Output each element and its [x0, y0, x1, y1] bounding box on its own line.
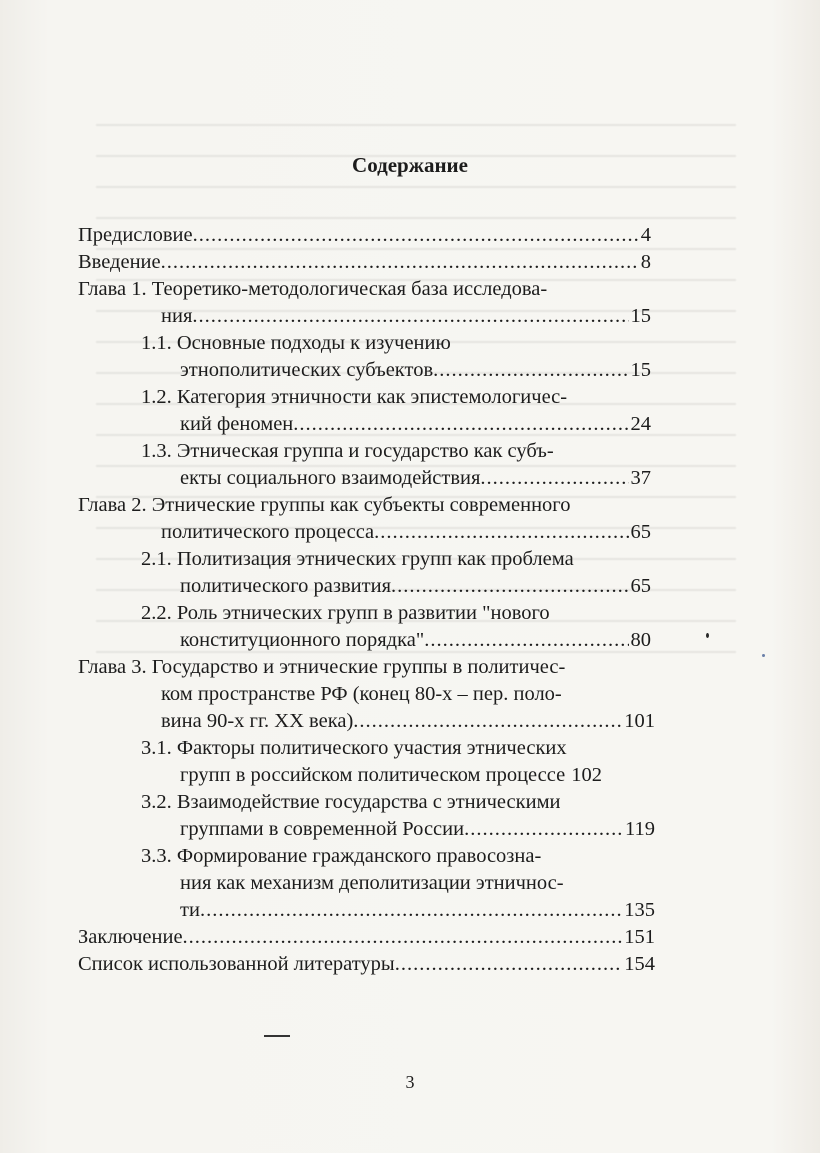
- toc-section-1-1: [180, 358, 651, 382]
- toc-section-1-1-line1: 1.1. Основные подходы к изучению: [141, 332, 451, 354]
- toc-entry-label: этнополитических субъектов: [180, 359, 434, 381]
- toc-chapter-3-line2: ком пространстве РФ (конец 80-х – пер. поло-: [161, 683, 562, 705]
- toc-entry-label: политического процесса: [161, 521, 375, 543]
- toc-entry-bibliography: [78, 952, 655, 976]
- dot-leader: [433, 358, 628, 382]
- toc-chapter-2: [161, 520, 651, 544]
- toc-section-1-2: [180, 412, 651, 436]
- toc-entry-label: Список использованной литературы: [78, 953, 395, 975]
- toc-section-1-2-line1: 1.2. Категория этничности как эпистемологичес-: [141, 386, 568, 408]
- toc-page-number: 15: [630, 359, 651, 381]
- dot-leader: [183, 925, 623, 949]
- toc-section-3-2: [180, 817, 655, 841]
- toc-page-number: 151: [624, 926, 655, 948]
- toc-entry-label: группами в современной России: [180, 818, 465, 840]
- toc-section-3-3-line2: ния как механизм деполитизации этничнос-: [180, 872, 564, 894]
- dot-leader: [192, 304, 628, 328]
- toc-entry-preface: [78, 223, 651, 247]
- dot-leader: [391, 574, 629, 598]
- dot-leader: [424, 628, 628, 652]
- page-title: Содержание: [352, 153, 468, 177]
- dot-leader: [353, 709, 622, 733]
- dot-leader: [161, 250, 639, 274]
- toc-entry-label: ния: [161, 305, 193, 327]
- toc-section-3-1-line1: 3.1. Факторы политического участия этнических: [141, 737, 567, 759]
- toc-chapter-3-line1: Глава 3. Государство и этнические группы в политичес-: [78, 656, 566, 678]
- toc-section-2-2-line1: 2.2. Роль этнических групп в развитии "нового: [141, 602, 550, 624]
- toc-section-1-3: [180, 466, 651, 490]
- toc-section-3-3: [180, 898, 655, 922]
- toc-entry-label: политического развития: [180, 575, 391, 597]
- toc-entry-label: Предисловие: [78, 224, 193, 246]
- dot-leader: [200, 898, 622, 922]
- toc-entry-label: Заключение: [78, 926, 183, 948]
- ink-speck: [762, 654, 765, 657]
- toc-section-3-2-line1: 3.2. Взаимодействие государства с этническими: [141, 791, 561, 813]
- dot-leader: [293, 412, 628, 436]
- separator-dash: [264, 1035, 290, 1037]
- dot-leader: [374, 520, 628, 544]
- toc-entry-intro: [78, 250, 651, 274]
- toc-page-number: 4: [640, 224, 651, 246]
- toc-section-1-3-line1: 1.3. Этническая группа и государство как субъ-: [141, 440, 554, 462]
- toc-page-number: 80: [630, 629, 651, 651]
- toc-entry-label: кий феномен: [180, 413, 294, 435]
- toc-page-number: 135: [624, 899, 655, 921]
- toc-entry-label: групп в российском политическом процессе: [180, 764, 566, 786]
- toc-entry-conclusion: [78, 925, 655, 949]
- page-number: 3: [405, 1072, 415, 1092]
- toc-section-2-2: [180, 628, 651, 652]
- toc-section-2-1: [180, 574, 651, 598]
- toc-entry-label: екты социального взаимодействия: [180, 467, 481, 489]
- toc-page-number: 154: [624, 953, 655, 975]
- toc-page-number: 15: [630, 305, 651, 327]
- toc-entry-label: ти: [180, 899, 200, 921]
- toc-page-number: 119: [625, 818, 655, 840]
- toc-page-number: 8: [640, 251, 651, 273]
- toc-page-number: 65: [630, 575, 651, 597]
- toc-entry-label: конституционного порядка": [180, 629, 425, 651]
- toc-page-number: 37: [630, 467, 651, 489]
- toc-chapter-2-line1: Глава 2. Этнические группы как субъекты современного: [78, 494, 571, 516]
- toc-page-number: 101: [624, 710, 655, 732]
- toc-chapter-1-line1: Глава 1. Теоретико-методологическая база исследова-: [78, 278, 548, 300]
- toc-section-3-3-line1: 3.3. Формирование гражданского правосозна-: [141, 845, 542, 867]
- toc-chapter-1: [161, 304, 651, 328]
- dot-leader: [395, 952, 623, 976]
- dot-leader: [193, 223, 639, 247]
- toc-section-3-1: [180, 763, 655, 787]
- toc-page-number: 102: [571, 764, 602, 786]
- toc-entry-label: вина 90-х гг. XX века): [161, 710, 354, 732]
- toc-page-number: 65: [630, 521, 651, 543]
- dot-leader: [464, 817, 623, 841]
- toc-chapter-3: [161, 709, 655, 733]
- toc-entry-label: Введение: [78, 251, 161, 273]
- toc-page-number: 24: [630, 413, 651, 435]
- toc-section-2-1-line1: 2.1. Политизация этнических групп как проблема: [141, 548, 574, 570]
- dot-leader: [480, 466, 628, 490]
- ink-speck: [706, 633, 709, 638]
